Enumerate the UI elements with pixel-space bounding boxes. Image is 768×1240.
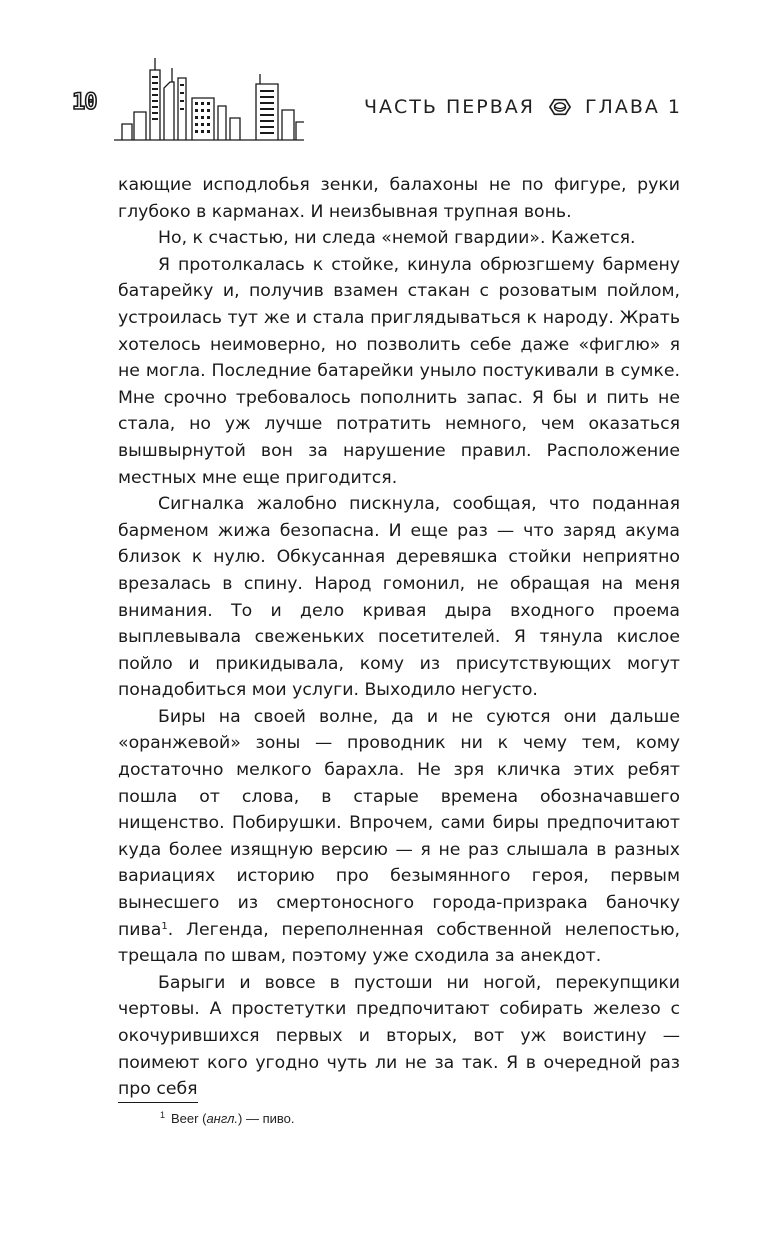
paragraph: Я протолкалась к стойке, кинула обрюзгшему бармену батарейку и, получив взамен стакан с розоватым пойлом, устроилась тут же и стала приглядываться к народу. Жрать хотелось неимоверно, но позволить себе даже «фиглю» я не могла. Последние батарейки уныло постукивали в сумке. Мне срочно требовалось пополнить запас. Я бы и пить не стала, но уж лучше потратить немного, чем оказаться вышвырнутой вон за нарушение правил. Расположение местных мне еще пригодится. xyxy=(118,254,680,488)
nut-icon xyxy=(549,96,571,118)
paragraph: Барыги и вовсе в пустоши ни ногой, перекупщики чертовы. А простетутки предпочитают собирать железо с окочурившихся первых и вторых, вот уж воистину — поимеют кого угодно чуть ли не за так. Я в очередной раз про себя xyxy=(118,972,680,1100)
paragraph: Сигналка жалобно пискнула, сообщая, что поданная барменом жижа безопасна. И еще раз — что заряд акума близок к нулю. Обкусанная деревяшка стойки неприятно врезалась в спину. Народ гомонил, не обращая на меня внимания. То и дело кривая дыра входного проема выплевывала свеженьких посетителей. Я тянула кислое пойло и прикидывала, кому из присутствующих могут понадобиться мои услуги. Выходило негусто. xyxy=(118,494,680,701)
city-skyline-icon xyxy=(108,48,308,148)
running-head xyxy=(364,96,682,118)
footnote-reference[interactable]: 1 xyxy=(161,920,168,932)
paragraph: Но, к счастью, ни следа «немой гвардии». Кажется. xyxy=(158,228,636,249)
page-header xyxy=(0,0,768,160)
chapter-title: ГЛАВА 1 xyxy=(584,96,682,118)
paragraph xyxy=(118,704,680,970)
page-number: 10 xyxy=(72,90,97,115)
footnote-language: англ. xyxy=(206,1111,239,1126)
body-text xyxy=(118,172,680,1103)
part-title: ЧАСТЬ ПЕРВАЯ xyxy=(364,96,535,118)
footnote-text: — пиво. xyxy=(242,1111,295,1126)
footnote-mark: 1 xyxy=(160,1110,166,1120)
paragraph-text: . Легенда, переполненная собственной нелепостью, трещала по швам, поэтому уже сходила за анекдот. xyxy=(118,919,680,967)
footnote-term: Beer xyxy=(171,1111,199,1126)
paragraph: кающие исподлобья зенки, балахоны не по фигуре, руки глубоко в карманах. И неизбывная трупная вонь. xyxy=(118,175,680,222)
paragraph-text: Биры на своей волне, да и не суются они дальше «оранжевой» зоны — проводник ни к чему тем, кому достаточно мелкого барахла. Не зря кличка этих ребят пошла от слова, в старые времена обозначавшего нищенство. Побирушки. Впрочем, сами биры предпочитают куда более изящную версию — я не раз слышала в разных вариациях историю про безымянного героя, первым вынесшего из смертоносного города-призрака баночку пива xyxy=(118,706,680,940)
footnote: $^1$ Beer (англ.) — пиво. xyxy=(160,1110,295,1126)
footnote-divider xyxy=(118,1102,198,1103)
